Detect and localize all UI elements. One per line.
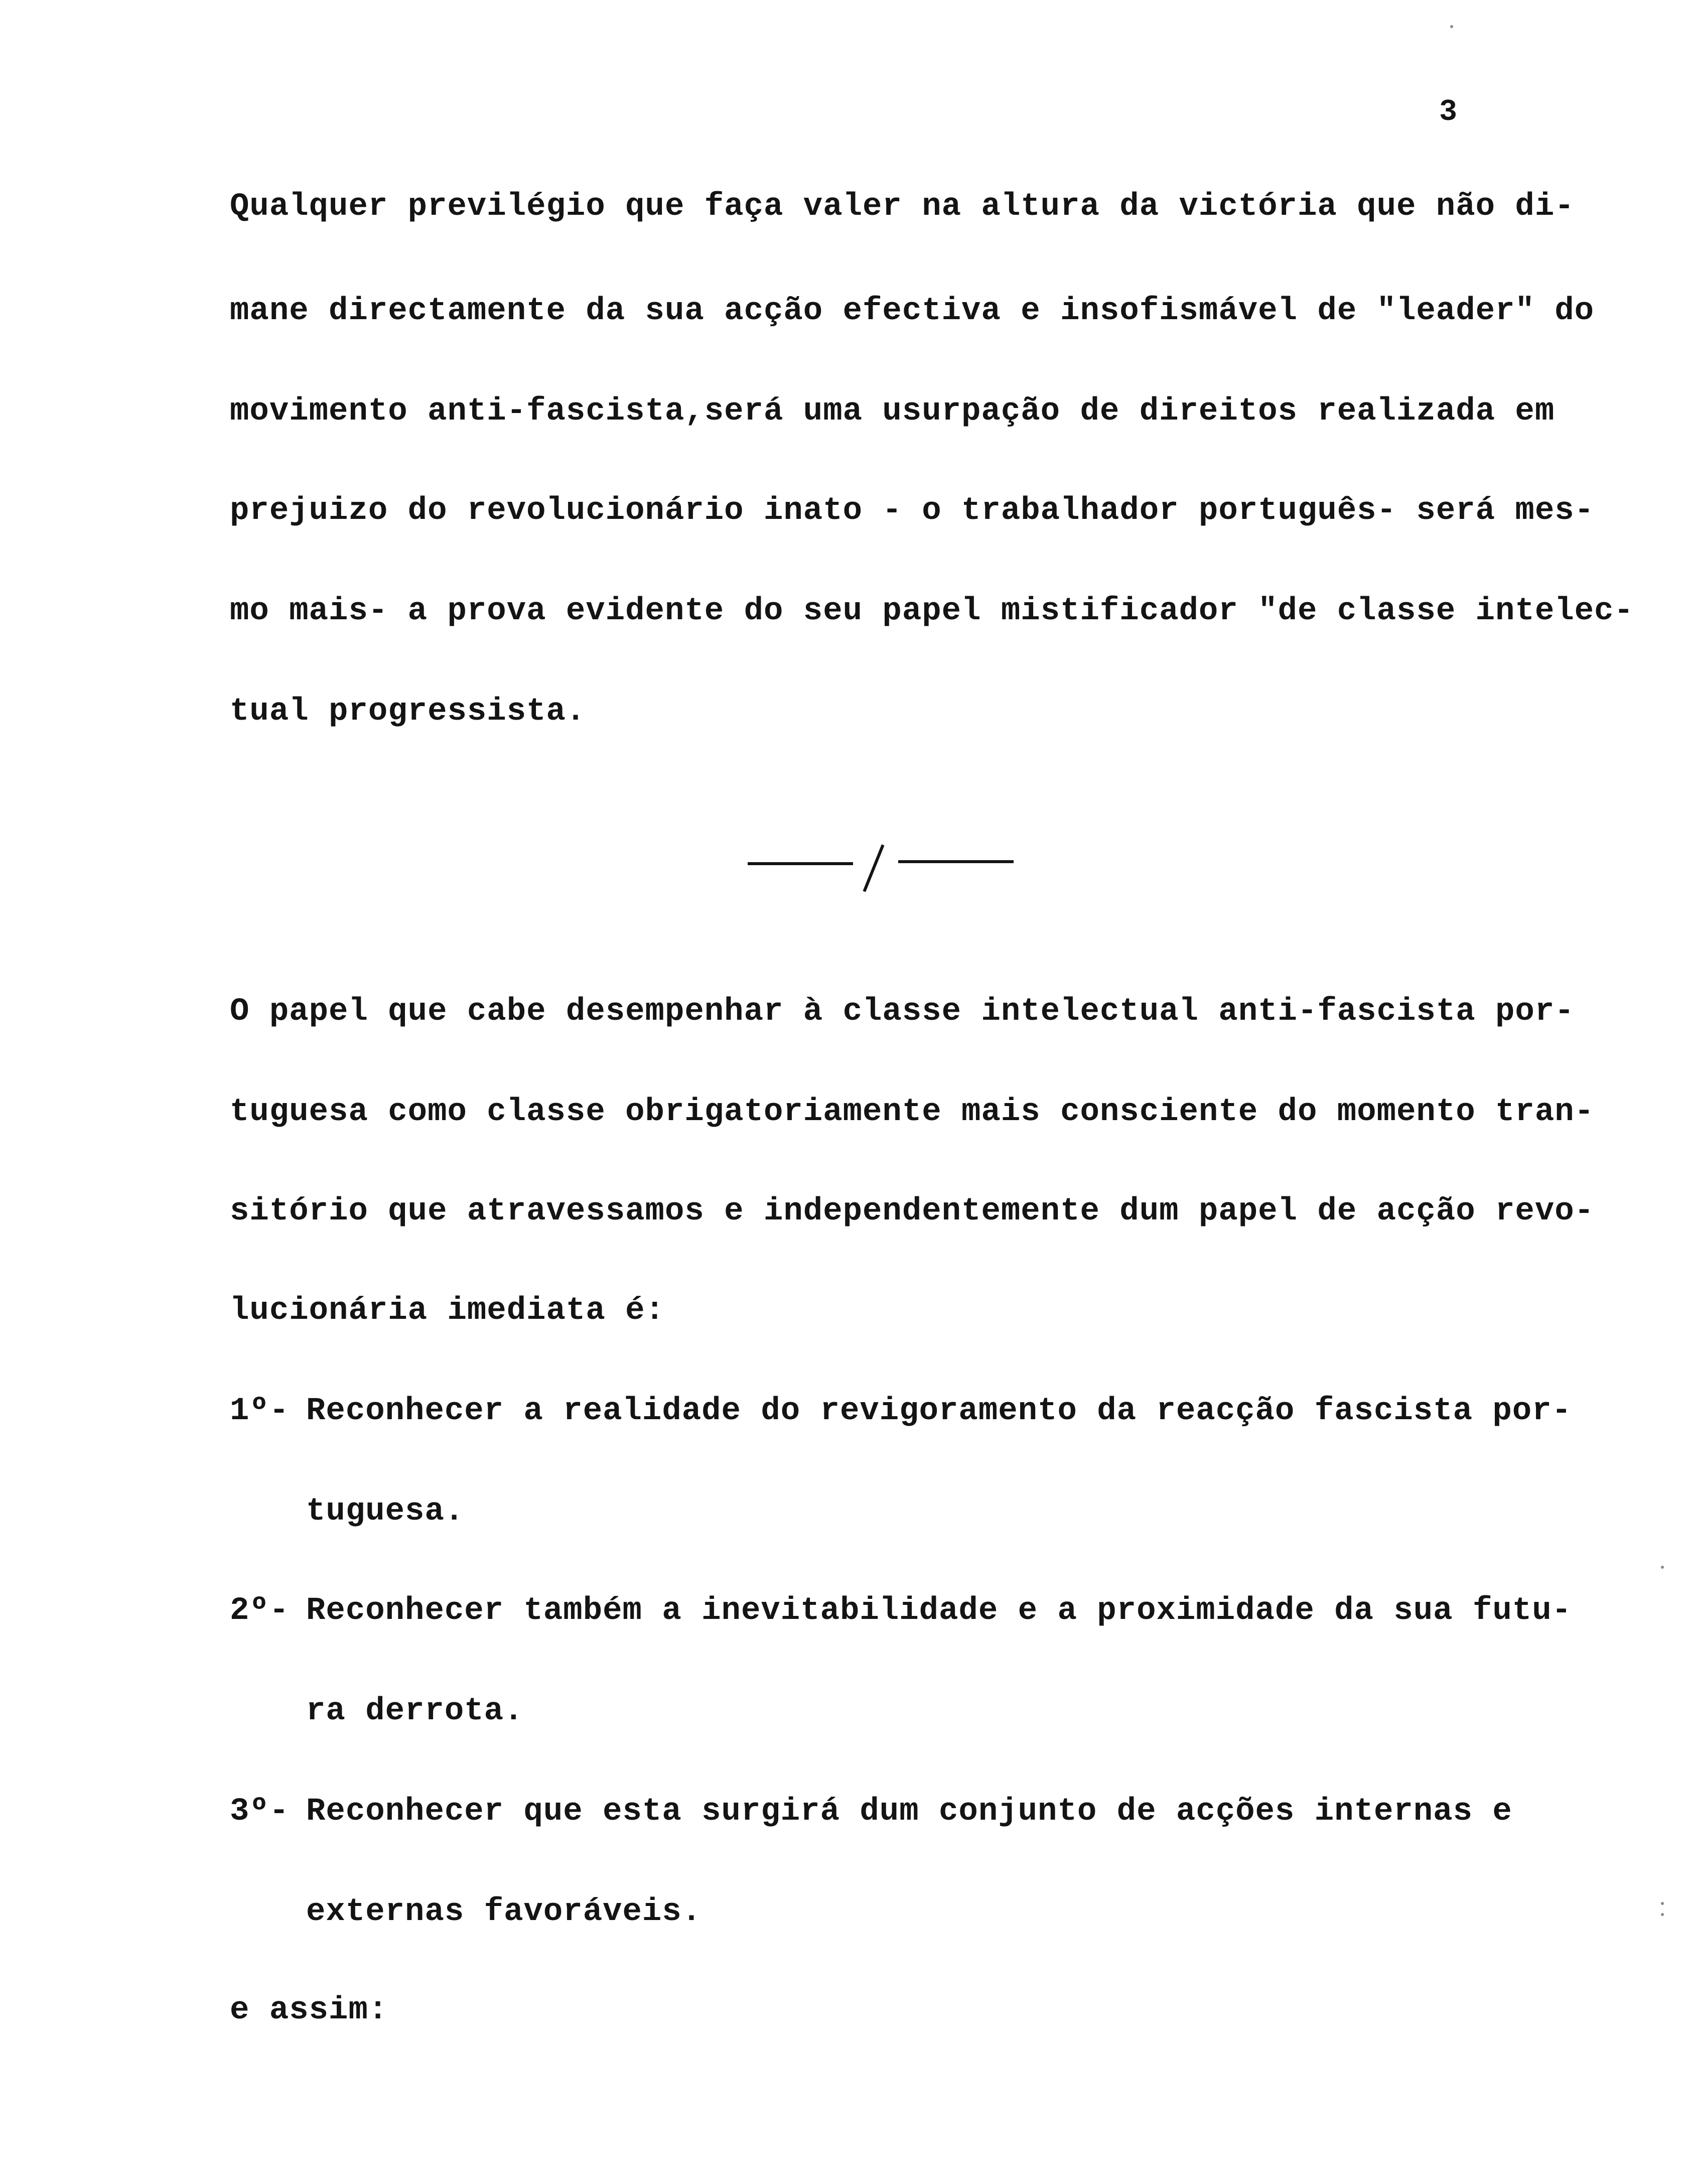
list-item-line: Reconhecer que esta surgirá dum conjunto de acções internas e (306, 1794, 1512, 1830)
section-separator (748, 833, 1019, 893)
list-item-line: Reconhecer a realidade do revigoramento da reacção fascista por- (306, 1393, 1572, 1429)
paragraph1-line: Qualquer previlégio que faça valer na altura da victória que não di- (230, 189, 1575, 225)
list-item-line: Reconhecer também a inevitabilidade e a proximidade da sua futu- (306, 1593, 1572, 1629)
scan-speck (1661, 1902, 1664, 1905)
paragraph2-line: O papel que cabe desempenhar à classe intelectual anti-fascista por- (230, 994, 1575, 1030)
separator-dash-left (748, 862, 853, 865)
paragraph1-line: prejuizo do revolucionário inato - o trabalhador português- será mes- (230, 493, 1595, 529)
scan-speck (1450, 25, 1453, 28)
paragraph2-line: lucionária imediata é: (230, 1293, 665, 1329)
paragraph1-line: mane directamente da sua acção efectiva e insofismável de "leader" do (230, 293, 1595, 329)
list-item-line: ra derrota. (306, 1693, 524, 1729)
separator-slash (863, 845, 884, 892)
paragraph2-line: sitório que atravessamos e independentemente dum papel de acção revo- (230, 1193, 1595, 1230)
separator-dash-right (898, 860, 1014, 863)
list-item-line: externas favoráveis. (306, 1894, 702, 1930)
paragraph1-line: movimento anti-fascista,será uma usurpação de direitos realizada em (230, 393, 1555, 430)
scan-speck (1661, 1566, 1664, 1569)
closing-line: e assim: (230, 1992, 388, 2028)
paragraph2-line: tuguesa como classe obrigatoriamente mais consciente do momento tran- (230, 1094, 1595, 1130)
scan-speck (1661, 1913, 1664, 1916)
page-number: 3 (1439, 95, 1458, 129)
paragraph1-line: tual progressista. (230, 694, 586, 730)
paragraph1-line: mo mais- a prova evidente do seu papel mistificador "de classe intelec- (230, 593, 1634, 629)
list-item-line: tuguesa. (306, 1493, 465, 1530)
list-item-marker: 1º- (230, 1393, 290, 1429)
list-item-marker: 3º- (230, 1794, 290, 1830)
list-item-marker: 2º- (230, 1593, 290, 1629)
